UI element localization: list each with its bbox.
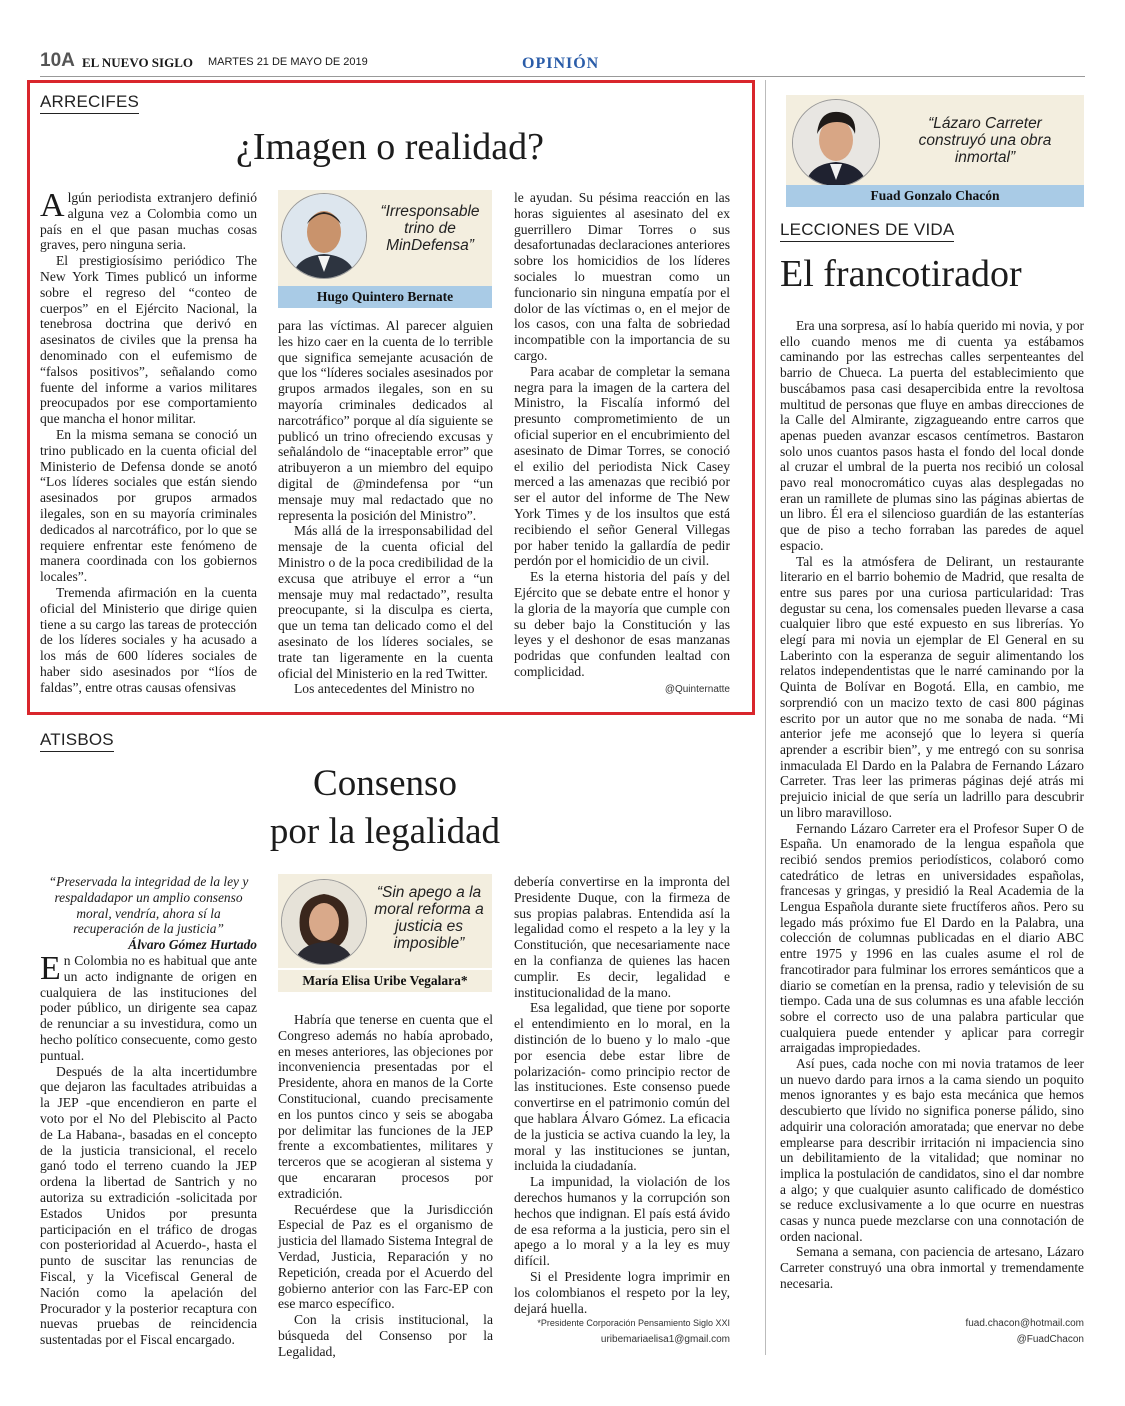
paragraph: Los antecedentes del Ministro no [294, 681, 475, 697]
article-column [40, 187, 257, 696]
epigraph-author: Álvaro Gómez Hurtado [128, 937, 257, 953]
author-handle: @FuadChacon [1016, 1334, 1084, 1345]
author-email: uribemariaelisa1@gmail.com [600, 1334, 730, 1345]
paragraph: Para acabar de completar la semana negra para la imagen de la cartera del Ministro, la Fiscalía informó del presunto comprometimiento de un oficial superior en el encubrimiento del asesinato de Dimar Torres, se conoció el exilio del periodista Nick Casey merced a las amenazas que recibió por ser el autor del informe de The New York Times y de los insultos que está recibiendo el señor General Villegas por haber tenido la gallardía de pedir perdón por el homicidio de un civil. [514, 363, 730, 569]
avatar-icon [282, 880, 366, 964]
paper-name: EL NUEVO SIGLO [82, 55, 193, 70]
article-title-francotirador: El francotirador [780, 253, 1022, 295]
section-label-arrecifes: ARRECIFES [40, 92, 139, 114]
avatar-icon [793, 100, 879, 186]
paragraph: Con la crisis institucional, la búsqueda del Consenso por la Legalidad, [278, 1312, 493, 1359]
paragraph: Recuérdese que la Jurisdicción Especial de Paz es el organismo de justicia del llamado Sistema Integral de Verdad, Justicia, Reparación y no Repetición, creada por el Acuerdo del gobierno anterior con las Farc-EP con ese marco específico. [278, 1201, 493, 1312]
paragraph: Más allá de la irresponsabilidad del mensaje de la cuenta oficial del Ministro o de la poca credibilidad de la excusa que atribuye el error a “un mensaje muy mal redactado”, resulta preocupante, si la disculpa es cierta, que un tema tan delicado como el del asesinato de los líderes sociales, se trate tan ligeramente en la cuenta oficial del Ministerio en la red Twitter. [278, 523, 493, 681]
avatar-icon [282, 194, 366, 278]
paragraph: Tal es la atmósfera de Delirant, un restaurante literario en el barrio bohemio de Madrid, que resalta de entre sus pares por una curiosa particularidad: Tras degustar su cena, los comensales pueden llevarse a casa cualquier libro que esté expuesto en sus librerías. Yo elegí para mi novia un ejemplar de El General en su Laberinto con la esperanza de seguir alimentando los relatos independentistas que le narré caminando por la Quinta de Bolívar en Bogotá. Ella, en cambio, me sorprendió con un macizo texto de casi 800 páginas escrito por un autor que no me sonaba de nada. “Mi anterior jefe me aconsejó que lo leyera si quería aprender a escribir bien”, y me entregó con su sonrisa inmaculada El Dardo en la Palabra de Fernando Lázaro Carreter. Tras leer las primeras páginas dejé atrás mi prejuicio inicial de que sería un ladrillo para descubrir un libro maravilloso. [780, 553, 1084, 820]
page-header [40, 48, 1085, 77]
drop-cap: E [40, 949, 61, 987]
pull-quote: “Sin apego a la moral reforma a justicia es imposible” [374, 884, 484, 952]
paragraph: le ayudan. Su pésima reacción en las horas siguientes al asesinato del ex guerrillero Dimar Torres o sus desafortunadas declaraciones anteriores sobre los homicidios de los líderes sociales lo muestran como un funcionario sin ninguna empatía por el dolor de las víctimas o, en el mejor de los casos, con una falta de sobriedad incompatible con la importancia de su cargo. [514, 190, 730, 363]
author-signature: @Quinternatte [664, 684, 730, 695]
paragraph: Así pues, cada noche con mi novia tratamos de leer un nuevo dardo para irnos a la cama siendo un poquito menos ignorantes y es bajo esta mecánica que hemos descubierto que lívido no significa ponerse pálido, sino adquirir una coloración amoratada; que enervar no debe emplearse para describir irritación ni impaciencia sino un debilitamiento de la vitalidad; que nominar no implica la postulación de candidatos, sino el dar nombre a algo; y que cualquier asunto calificado de doméstico se reduce exclusivamente a lo que ocurre en nuestras casas y nunca puede mezclarse con una connotación de orden nacional. [780, 1056, 1084, 1244]
section-label-lecciones: LECCIONES DE VIDA [780, 220, 954, 242]
pull-quote: “Irresponsable trino de MinDefensa” [380, 203, 480, 254]
paragraph: para las víctimas. Al parecer alguien les hizo caer en la cuenta de lo terrible que significa semejante acusación de que los “líderes sociales asesinados por grupos armados ilegales, son en su mayoría criminales dedicados al narcotráfico” porque al día siguiente se publicó un trino ofreciendo excusas y señalándolo de “inaceptable error” que atribuyeron a un miembro del equipo digital de @mindefensa por “un mensaje muy mal redactado que no representa la posición del Ministro”. [278, 318, 493, 523]
article-column [278, 318, 493, 697]
paragraph: Fernando Lázaro Carreter era el Profesor Super O de España. Un enamorado de la lengua española que recibió sendos premios periodísticos, colaboró como catedrático de letras en universidades españolas, francesas y gringas, y presidió la Real Academia de la Lengua Española durante siete fructíferos años. Pero su legado más próximo fue El Dardo en la Palabra, una colección de columnas publicadas en el diario ABC entre 1975 y 1996 en las cuales asume el rol de francotirador para fulminar los errores semánticos que a diario se cometían en la prensa, radio y televisión de su tiempo. Cada una de sus columnas es una afable lección sobre el correcto uso de una palabra particular que cualquiera puede entender y aplicar para corregir arraigadas impropiedades. [780, 820, 1084, 1056]
paragraph: n Colombia no es habitual que ante un acto indignante de origen en cualquiera de las instituciones del poder público, un dirigente sea capaz de renunciar a su investidura, como un hecho político consecuente, como gesto puntual. [40, 952, 257, 1063]
article-column [514, 190, 730, 680]
paragraph: Era una sorpresa, así lo había querido mi novia, y por ello cuando menos me di cuenta ya estábamos caminando por las estrechas calles serpenteantes del barrio de Chueca. La puerta del establecimiento que buscábamos pasa casi desapercibida entre la revoltosa multitud de personas que fluye en ambas direcciones de la Calle del Almirante, zigzagueando entre carros que apenas pueden avanzar escasos centímetros. Bastaron solo unos cuantos pasos hasta el fondo del local donde al cruzar el umbral de la puerta nos recibió un colosal pavo real monocromático cuyas alas desplegadas no eran un ramillete de plumas sino las páginas abiertas de un libro. Él era el silencioso guardián de las estanterías que de piso a techo forraban las paredes de aquel espacio. [780, 318, 1084, 553]
author-email: fuad.chacon@hotmail.com [965, 1318, 1084, 1329]
column-divider [765, 80, 766, 1355]
epigraph: “Preservada la integridad de la ley y respaldadapor un amplio consenso moral, vendría, ahora sí la recuperación de la justicia” [48, 874, 249, 937]
author-name-bar: María Elisa Uribe Vegalara* [278, 970, 492, 992]
paragraph: Esa legalidad, que tiene por soporte el entendimiento en lo moral, en la distinción de lo bueno y lo malo -que por esencia debe estar libre de polarización- como principio rector de las instituciones. Este consenso puede convertirse en el patrimonio común del que hablara Álvaro Gómez. La eficacia de la justicia se activa cuando la ley, la moral y las instituciones se juntan, incluida la ciudadanía. [514, 1000, 730, 1174]
paragraph: lgún periodista extranjero definió alguna vez a Colombia como un país en el que pasan muchas cosas graves, pero ninguna seria. [40, 190, 257, 253]
pull-quote: “Lázaro Carreter construyó una obra inmortal” [918, 115, 1052, 166]
paragraph: Es la eterna historia del país y del Ejército que se debate entre el honor y la gloria de la mayoría que cumple con su deber bajo la Constitución y las leyes y el deshonor de esas manzanas podridas que confunden lealtad con complicidad. [514, 569, 730, 679]
article-column [278, 1012, 493, 1360]
article-column [514, 874, 730, 1316]
section-title: OPINIÓN [522, 55, 600, 72]
page-number: 10A [40, 50, 75, 71]
paragraph: Después de la alta incertidumbre que dejaron las facultades atribuidas a la JEP -que encendieron en parte el voto por el No del Plebiscito al Pacto de La Habana-, basadas en el concepto de la justicia transicional, el recelo ganó todo el terreno cuando la JEP ordena la libertad de Santrich y no autoriza su extradición -solicitada por Estados Unidos por presunta participación en el tráfico de drogas con posterioridad al Acuerdo-, hasta el punto de suscitar las renuncias de Fiscal, y la Vicefiscal General de Nación como la apelación del Procurador y la posterior recaptura con nuevas pruebas de reincidencia sustentadas por el Fiscal encargado. [40, 1063, 257, 1348]
edition-date: MARTES 21 DE MAYO DE 2019 [208, 56, 368, 68]
paragraph: La impunidad, la violación de los derechos humanos y la corrupción son hechos que indignan. El país está ávido de esa reforma a la justicia, pero sin el apego a lo moral y a la ley es muy difícil. [514, 1174, 730, 1269]
author-footnote: *Presidente Corporación Pensamiento Siglo XXI [537, 1318, 730, 1328]
paragraph: Si el Presidente logra imprimir en los colombianos el respeto por la ley, dejará huella. [514, 1268, 730, 1316]
article-column [780, 318, 1084, 1292]
paragraph: Semana a semana, con paciencia de artesano, Lázaro Carreter construyó una obra inmortal y tremendamente necesaria. [780, 1244, 1084, 1291]
author-photo [281, 193, 367, 279]
paragraph: Tremenda afirmación en la cuenta oficial del Ministerio que dirige quien tiene a su cargo las tareas de protección de los líderes sociales y ha acusado a los más de 600 líderes sociales de haber sido asesinados por “líos de faldas”, entre otras causas ofensivas [40, 584, 257, 695]
author-name-bar: Hugo Quintero Bernate [278, 286, 492, 308]
article-title-imagen: ¿Imagen o realidad? [235, 126, 545, 168]
paragraph: debería convertirse en la impronta del Presidente Duque, con la firmeza de sus propias palabras. Entendida así la legalidad como el respeto a la ley y la Constitución, que necesariamente nace en la confianza de quienes las hacen cumplir. Es decir, legalidad e institucionalidad de la mano. [514, 874, 730, 1000]
article-title-consenso-line2: por la legalidad [269, 811, 501, 852]
section-label-atisbos: ATISBOS [40, 730, 114, 752]
paragraph: Habría que tenerse en cuenta que el Congreso además no había aprobado, en meses anteriores, las objeciones por inconveniencia presentadas por el Presidente, ahora en manos de la Corte Constitucional, cuando precisamente en los puntos cinco y seis se abogaba por delimitar las funciones de la JEP frente a excombatientes, militares y terceros que se acogieran al sistema y que encararan procesos por extradición. [278, 1012, 493, 1201]
drop-cap: A [40, 187, 65, 224]
paragraph: En la misma semana se conoció un trino publicado en la cuenta oficial del Ministerio de Defensa donde se anotó “Los líderes sociales que están siendo asesinados por grupos armados ilegales, son en su mayoría criminales dedicados al narcotráfico, por lo que se requiere enfrentar este fenómeno de manera coordinada con los gobiernos locales”. [40, 426, 257, 585]
author-photo [281, 879, 367, 965]
author-photo [792, 99, 880, 187]
author-name-bar: Fuad Gonzalo Chacón [786, 185, 1084, 207]
paragraph: El prestigiosísimo periódico The New York Times publicó un informe sobre el regreso del “conteo de cuerpos” en el Ejército Nacional, la tenebrosa doctrina que derivó en asesinatos de civiles que la prensa ha denominado con el eufemismo de “falsos positivos”, señalando como fuente del informe a varios militares preocupados por ese comportamiento que mancha el honor militar. [40, 253, 257, 427]
article-title-consenso-line1: Consenso [313, 763, 457, 804]
article-column [40, 874, 257, 1348]
